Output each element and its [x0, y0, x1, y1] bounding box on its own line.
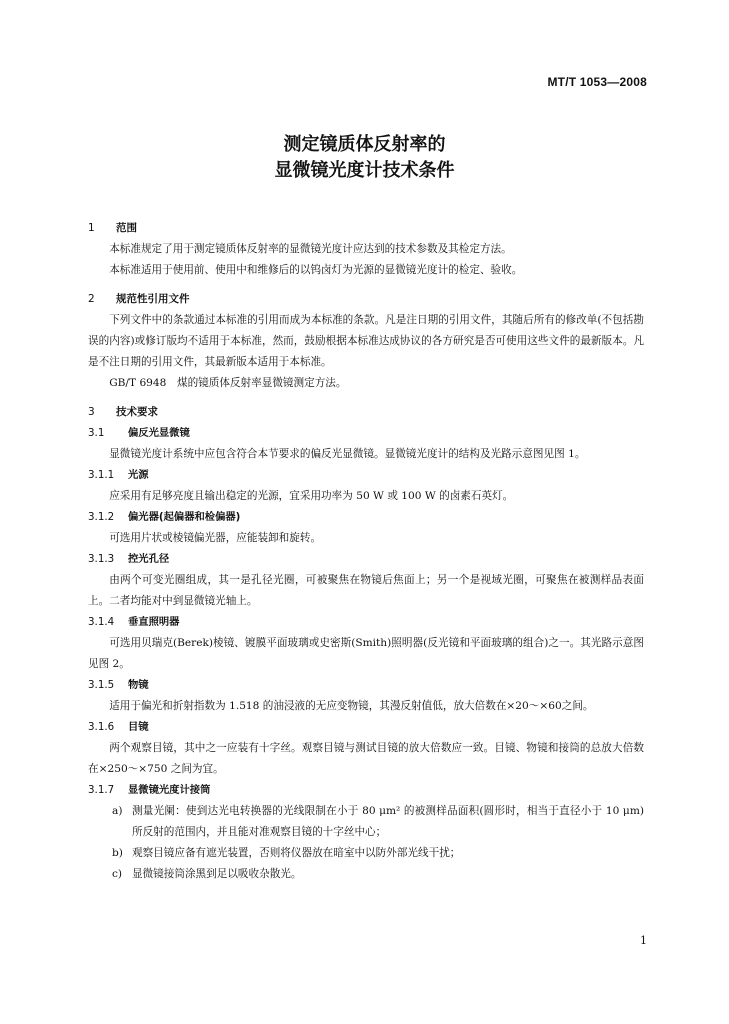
paragraph: 由两个可变光圈组成，其一是孔径光圈，可被聚焦在物镜后焦面上；另一个是视域光圈，可聚焦在被测样品表面上。二者均能对中到显微镜光轴上。 — [88, 574, 644, 607]
title-line-2: 显微镜光度计技术条件 — [274, 160, 455, 181]
subsection-heading: 3.1.3 控光孔径 — [88, 553, 170, 565]
paragraph: 显微镜光度计系统中应包含符合本节要求的偏反光显微镜。显微镜光度计的结构及光路示意图见图 1。 — [109, 448, 586, 460]
document-body — [88, 218, 644, 885]
subsection-heading: 3.1 偏反光显微镜 — [88, 427, 190, 439]
paragraph: 下列文件中的条款通过本标准的引用而成为本标准的条款。凡是注日期的引用文件，其随后所有的修改单(不包括勘误的内容)或修订版均不适用于本标准，然而，鼓励根据本标准达成协议的各方研究是否可使用这些文件的最新版本。凡是不注日期的引用文件，其最新版本适用于本标准。 — [88, 314, 644, 368]
subsection-heading: 3.1.1 光源 — [88, 469, 149, 481]
paragraph: 应采用有足够亮度且输出稳定的光源，宜采用功率为 50 W 或 100 W 的卤素石英灯。 — [109, 490, 514, 502]
normative-reference: GB/T 6948 煤的镜质体反射率显微镜测定方法。 — [109, 377, 347, 389]
section-heading: 3 技术要求 — [88, 406, 158, 418]
list-item: b) 观察目镜应备有遮光装置，否则将仪器放在暗室中以防外部光线干扰； — [112, 847, 461, 859]
subsection-heading: 3.1.2 偏光器(起偏器和检偏器) — [88, 511, 241, 523]
page-number: 1 — [640, 934, 647, 947]
subsection-heading: 3.1.5 物镜 — [88, 679, 149, 691]
list-item: a) 测量光阑：使到达光电转换器的光线限制在小于 80 μm² 的被测样品面积(圆形时，相当于直径小于 10 μm)所反射的范围内，并且能对准观察目镜的十字丝中心； — [112, 805, 644, 838]
subsection-heading: 3.1.7 显微镜光度计接筒 — [88, 784, 211, 796]
paragraph: 可选用贝瑞克(Berek)棱镜、镀膜平面玻璃或史密斯(Smith)照明器(反光镜和平面玻璃的组合)之一。其光路示意图见图 2。 — [88, 637, 644, 670]
standard-code: MT/T 1053—2008 — [547, 75, 647, 89]
section-heading: 2 规范性引用文件 — [88, 293, 190, 305]
paragraph: 本标准适用于使用前、使用中和维修后的以钨卤灯为光源的显微镜光度计的检定、验收。 — [109, 264, 523, 276]
subsection-heading: 3.1.4 垂直照明器 — [88, 616, 180, 628]
paragraph: 本标准规定了用于测定镜质体反射率的显微镜光度计应达到的技术参数及其检定方法。 — [109, 243, 512, 255]
paragraph: 适用于偏光和折射指数为 1.518 的油浸液的无应变物镜，其漫反射值低，放大倍数在×20～×60之间。 — [109, 700, 594, 712]
paragraph: 两个观察目镜，其中之一应装有十字丝。观察目镜与测试目镜的放大倍数应一致。目镜、物镜和接筒的总放大倍数在×250～×750 之间为宜。 — [88, 742, 644, 775]
paragraph: 可选用片状或棱镜偏光器，应能装卸和旋转。 — [109, 532, 322, 544]
subsection-heading: 3.1.6 目镜 — [88, 721, 149, 733]
document-title — [0, 132, 729, 184]
list-item: c) 显微镜接筒涂黑到足以吸收杂散光。 — [112, 868, 302, 880]
title-line-1: 测定镜质体反射率的 — [283, 134, 446, 155]
section-heading: 1 范围 — [88, 222, 137, 234]
